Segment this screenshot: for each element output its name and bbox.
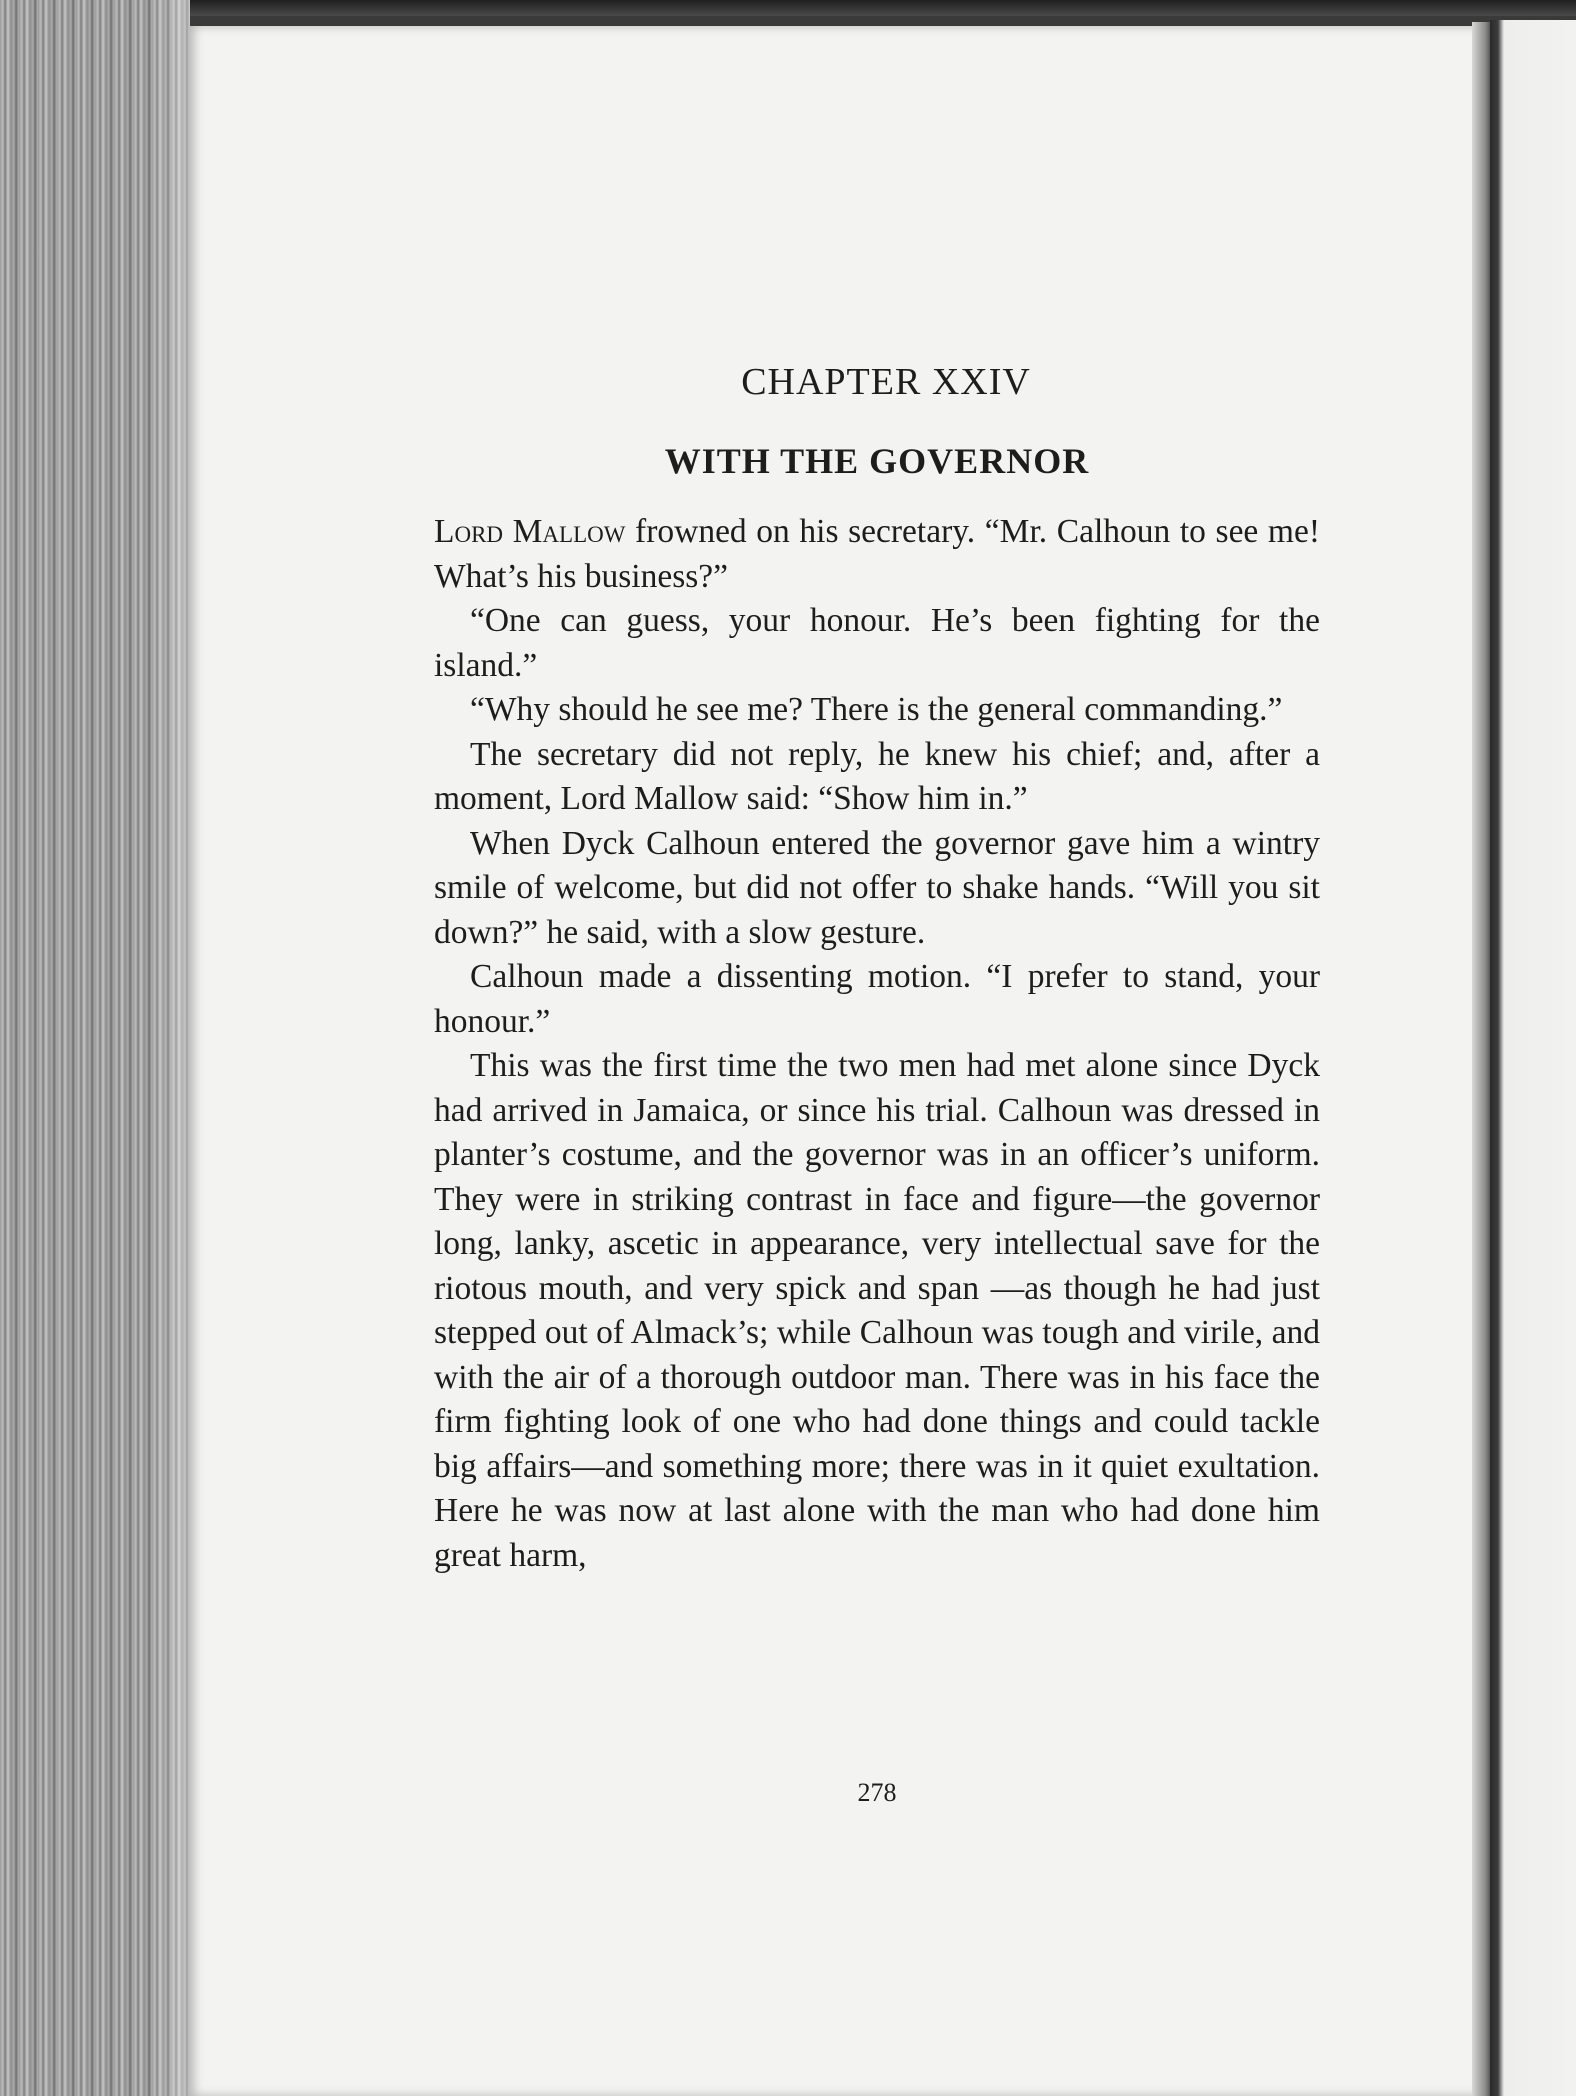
paragraph: The secretary did not reply, he knew his chief; and, after a moment, Lord Mallow said: “Show him in.”	[434, 735, 1320, 817]
book-top-edge	[0, 0, 1576, 16]
page-text-block	[434, 360, 1320, 1578]
paragraph: “One can guess, your honour. He’s been fighting for the island.”	[434, 602, 1320, 684]
opening-small-caps: Lord Mallow	[434, 513, 626, 550]
facing-page-edge	[1490, 20, 1576, 2096]
opening-paragraph	[434, 510, 1320, 599]
body-text	[434, 510, 1320, 1578]
paragraph: When Dyck Calhoun entered the governor gave him a wintry smile of welcome, but did not offer to shake hands. “Will you sit down?” he said, with a slow gesture.	[434, 824, 1320, 951]
chapter-number: CHAPTER XXIV	[741, 361, 1031, 403]
opening-rest: frowned on his secretary. “Mr. Calhoun to see me! What’s his business?”	[434, 513, 1320, 595]
page-number: 278	[857, 1778, 897, 1807]
chapter-title: WITH THE GOVERNOR	[664, 441, 1090, 481]
paragraph: “Why should he see me? There is the general commanding.”	[470, 691, 1283, 728]
paragraph: Calhoun made a dissenting motion. “I prefer to stand, your honour.”	[434, 958, 1320, 1040]
page-edges	[0, 0, 190, 2096]
paragraph: This was the first time the two men had met alone since Dyck had arrived in Jamaica, or since his trial. Calhoun was dressed in planter’s costume, and the governor was in an officer’s uniform. They were in striking contrast in face and figure—the governor long, lanky, ascetic in appearance, very intellectual save for the riotous mouth, and very spick and span —as though he had just stepped out of Almack’s; while Calhoun was tough and virile, and with the air of a thorough outdoor man. There was in his face the firm fighting look of one who had done things and could tackle big affairs—and something more; there was in it quiet exultation. Here he was now at last alone with the man who had done him great harm,	[434, 1047, 1320, 1574]
